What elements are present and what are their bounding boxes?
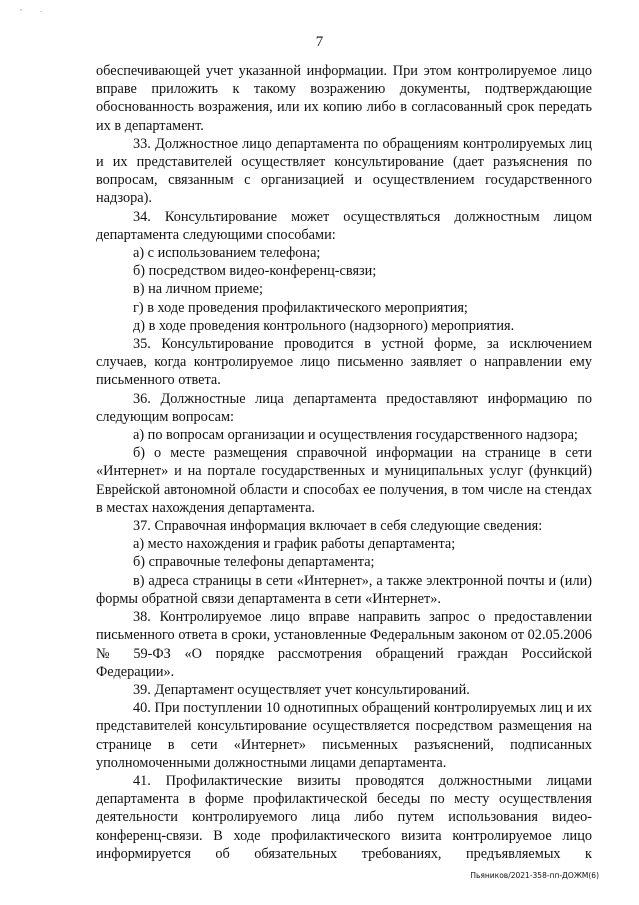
body-text bbox=[96, 62, 592, 863]
paragraph-continuation: обеспечивающей учет указанной информации. При этом контролируемое лицо вправе приложить к такому возражению документы, подтверждающие обоснованность возражения, или их копию либо в согласованный срок передать их в департамент. bbox=[96, 63, 592, 134]
paragraph-40: 40. При поступлении 10 однотипных обращений контролируемых лиц и их представителей консультирование осуществляется посредством размещения на странице в сети «Интернет» письменных разъяснений, подписанных уполномоченными должностными лицами департамента. bbox=[96, 700, 592, 771]
scan-speck: · bbox=[40, 8, 43, 16]
list-item-37b: б) справочные телефоны департамента; bbox=[133, 554, 375, 571]
list-item-34b: б) посредством видео-конференц-связи; bbox=[133, 263, 377, 280]
page-number: 7 bbox=[315, 34, 324, 50]
paragraph-36: 36. Должностные лица департамента предоставляют информацию по следующим вопросам: bbox=[96, 390, 592, 425]
paragraph-33: 33. Должностное лицо департамента по обращениям контролируемых лиц и их представителей осуществляет консультирование (дает разъяснения по вопросам, связанным с организацией и осуществлением государственного надзора). bbox=[96, 135, 592, 207]
paragraph-35: 35. Консультирование проводится в устной форме, за исключением случаев, когда контролируемое лицо письменно заявляет о направлении ему письменного ответа. bbox=[96, 336, 592, 389]
list-item-34d: г) в ходе проведения профилактического мероприятия; bbox=[133, 299, 468, 316]
paragraph-38: 38. Контролируемое лицо вправе направить запрос о предоставлении письменного ответа в сроки, установленные Федеральным законом от 02.05.2006 № 59-ФЗ «О порядке рассмотрения обращений граждан Российской Федерации». bbox=[96, 609, 592, 680]
paragraph-37: 37. Справочная информация включает в себя следующие сведения: bbox=[133, 518, 543, 535]
list-item-36b: б) о месте размещения справочной информации на странице в сети «Интернет» и на портале государственных и муниципальных услуг (функций) Еврейской автономной области и способах ее получения, в том числе на стендах в местах нахождения департамента. bbox=[96, 445, 592, 516]
paragraph-34: 34. Консультирование может осуществляться должностным лицом департамента следующими способами: bbox=[96, 208, 592, 243]
list-item-34e: д) в ходе проведения контрольного (надзорного) мероприятия. bbox=[133, 317, 515, 334]
document-footer-code: Пьяников/2021-358-пп-ДОЖМ(6) bbox=[470, 871, 599, 880]
paragraph-41: 41. Профилактические визиты проводятся должностными лицами департамента в форме профилактической беседы по месту осуществления деятельности контролируемого лица либо путем использования видео-конференц-связи. В ходе профилактического визита контролируемое лицо информируется об обязательных требованиях, предъявляемых к bbox=[96, 772, 592, 862]
list-item-34a: а) с использованием телефона; bbox=[133, 245, 321, 262]
scan-speck: ' bbox=[20, 8, 22, 16]
list-item-34c: в) на личном приеме; bbox=[133, 281, 263, 298]
list-item-37c: в) адреса страницы в сети «Интернет», а также электронной почты и (или) формы обратной связи департамента в сети «Интернет». bbox=[96, 572, 592, 607]
list-item-36a: а) по вопросам организации и осуществления государственного надзора; bbox=[133, 427, 578, 444]
list-item-37a: а) место нахождения и график работы департамента; bbox=[133, 536, 456, 553]
paragraph-39: 39. Департамент осуществляет учет консультирований. bbox=[133, 681, 470, 698]
